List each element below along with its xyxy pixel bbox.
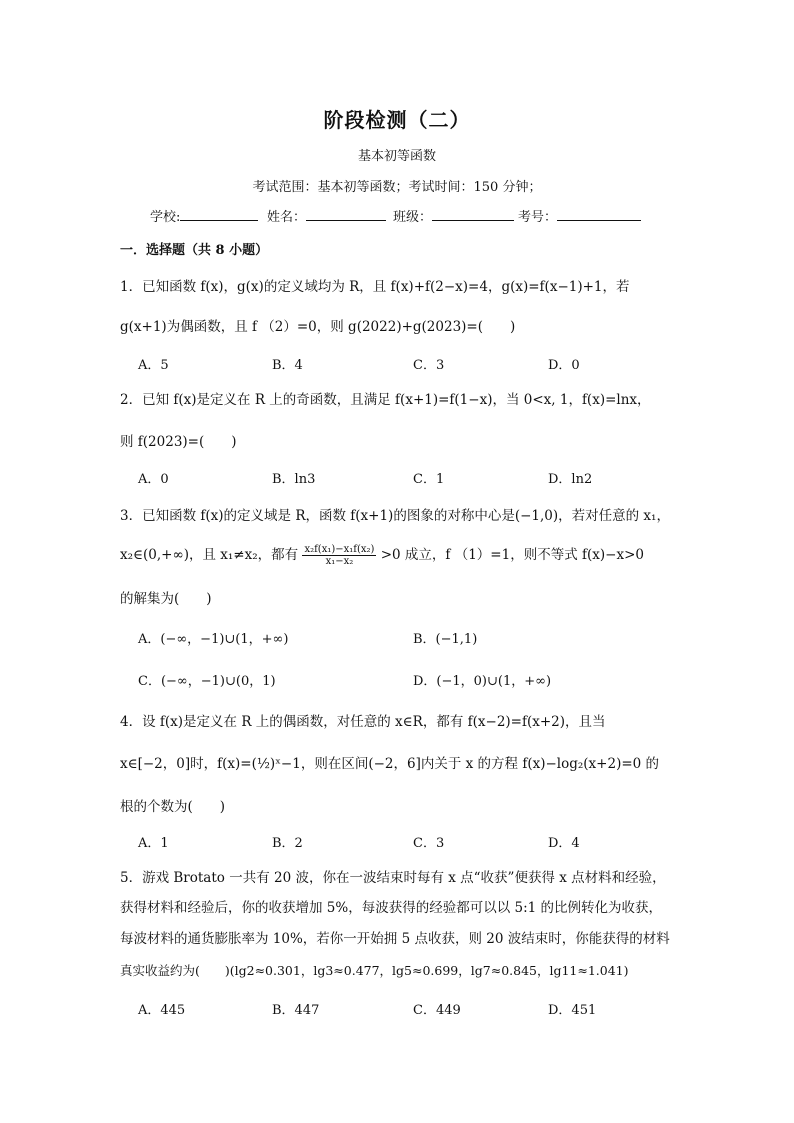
q5-option-c[interactable]: C．449	[413, 1003, 461, 1018]
q4-option-c[interactable]: C．3	[413, 836, 445, 851]
q3-fraction-numerator: x₂f(x₁)−x₁f(x₂)	[304, 544, 375, 555]
q1-option-b[interactable]: B．4	[272, 358, 303, 373]
q3-fraction	[302, 544, 376, 567]
q2-line2: 则 f(2023)=( )	[120, 434, 237, 450]
q3-option-c[interactable]: C．(−∞，−1)∪(0，1)	[138, 674, 276, 689]
q1-option-c[interactable]: C．3	[413, 358, 445, 373]
q4-option-b[interactable]: B．2	[272, 836, 303, 851]
name-field	[267, 206, 386, 225]
q4-line1: 4．设 f(x)是定义在 R 上的偶函数，对任意的 x∈R，都有 f(x−2)=f(x+2)，且当	[120, 714, 606, 730]
name-label: 姓名：	[267, 210, 307, 225]
class-field	[393, 206, 514, 225]
exam-scope: 考试范围：基本初等函数；考试时间：150 分钟；	[252, 180, 542, 195]
q2-option-c[interactable]: C．1	[413, 472, 445, 487]
number-label: 考号：	[518, 210, 558, 225]
q3-line2-post: >0 成立，f （1）=1，则不等式 f(x)−x>0	[380, 547, 644, 563]
q1-option-d[interactable]: D．0	[548, 358, 580, 373]
number-blank[interactable]	[557, 206, 641, 221]
q4-line3: 根的个数为( )	[120, 799, 226, 815]
q4-option-d[interactable]: D．4	[548, 836, 580, 851]
q1-option-a[interactable]: A．5	[138, 358, 169, 373]
q3-line3: 的解集为( )	[120, 591, 212, 607]
q3-option-b[interactable]: B．(−1,1)	[413, 632, 478, 647]
q2-option-d[interactable]: D．ln2	[548, 472, 593, 487]
q3-line1: 3．已知函数 f(x)的定义域是 R，函数 f(x+1)的图象的对称中心是(−1,0)，若对任意的 x₁，	[120, 508, 670, 524]
q5-line1: 5．游戏 Brotato 一共有 20 波，你在一波结束时每有 x 点“收获”便获得 x 点材料和经验，	[120, 870, 666, 886]
q5-line2: 获得材料和经验后，你的收获增加 5%，每波获得的经验都可以以 5:1 的比例转化为收获，	[120, 900, 663, 916]
q2-option-a[interactable]: A．0	[138, 472, 169, 487]
q5-line3: 每波材料的通货膨胀率为 10%，若你一开始拥 5 点收获，则 20 波结束时，你能获得的材料	[120, 931, 670, 947]
q5-line4: 真实收益约为( )(lg2≈0.301，lg3≈0.477，lg5≈0.699，lg7≈0.845，lg11≈1.041)	[120, 963, 629, 978]
q2-option-b[interactable]: B．ln3	[272, 472, 316, 487]
q4-option-a[interactable]: A．1	[138, 836, 169, 851]
q5-option-d[interactable]: D．451	[548, 1003, 597, 1018]
q2-line1: 2．已知 f(x)是定义在 R 上的奇函数，且满足 f(x+1)=f(1−x)，当 0<x, 1，f(x)=lnx，	[120, 392, 651, 408]
class-blank[interactable]	[432, 206, 514, 221]
q1-line2: g(x+1)为偶函数，且 f （2）=0，则 g(2022)+g(2023)=( )	[120, 319, 516, 335]
q3-option-d[interactable]: D．(−1，0)∪(1，+∞)	[413, 674, 552, 689]
q1-line1: 1．已知函数 f(x)，g(x)的定义域均为 R，且 f(x)+f(2−x)=4，g(x)=f(x−1)+1，若	[120, 279, 630, 295]
q3-line2-pre: x₂∈(0,+∞)，且 x₁≠x₂，都有	[120, 547, 299, 563]
school-field	[150, 206, 258, 225]
page-title: 阶段检测（二）	[323, 108, 471, 132]
name-blank[interactable]	[306, 206, 386, 221]
q5-option-b[interactable]: B．447	[272, 1003, 320, 1018]
q3-fraction-denominator: x₁−x₂	[325, 556, 354, 567]
q4-line2: x∈[−2，0]时，f(x)=(½)ˣ−1，则在区间(−2，6]内关于 x 的方程 f(x)−log₂(x+2)=0 的	[120, 756, 660, 772]
class-label: 班级：	[393, 210, 433, 225]
school-blank[interactable]	[180, 206, 258, 221]
number-field	[518, 206, 641, 225]
page-subtitle: 基本初等函数	[357, 149, 436, 164]
q3-line2	[120, 543, 644, 567]
q5-option-a[interactable]: A．445	[138, 1003, 186, 1018]
section-title: 一．选择题（共 8 小题）	[120, 243, 269, 258]
q3-option-a[interactable]: A．(−∞，−1)∪(1，+∞)	[138, 632, 289, 647]
school-label: 学校:	[150, 210, 181, 225]
